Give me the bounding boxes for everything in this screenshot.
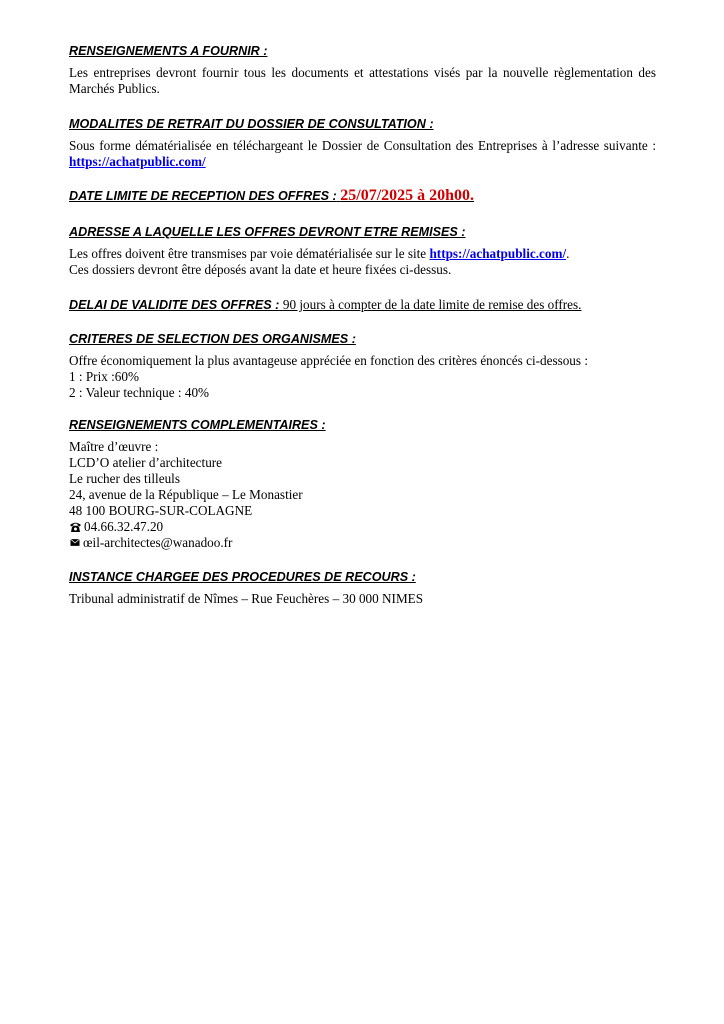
heading-date-limite — [69, 188, 474, 204]
modalites-link[interactable]: https://achatpublic.com/ — [69, 154, 206, 169]
address-line-1: Le rucher des tilleuls — [69, 471, 180, 486]
email-line — [69, 535, 656, 551]
heading-modalites: MODALITES DE RETRAIT DU DOSSIER DE CONSULTATION : — [69, 117, 434, 131]
date-limite-value: 25/07/2025 à 20h00. — [340, 187, 475, 204]
delai-text: 90 jours à compter de la date limite de remise des offres. — [282, 297, 582, 312]
envelope-icon — [69, 538, 81, 547]
address-line-3: 48 100 BOURG-SUR-COLAGNE — [69, 503, 253, 518]
criteres-line-3: 2 : Valeur technique : 40% — [69, 385, 210, 400]
criteres-line-2: 1 : Prix :60% — [69, 369, 139, 384]
date-limite-label: DATE LIMITE DE RECEPTION DES OFFRES : — [69, 189, 337, 203]
architect-name: LCD’O atelier d’architecture — [69, 455, 223, 470]
telephone-icon — [69, 521, 82, 533]
heading-recours: INSTANCE CHARGEE DES PROCEDURES DE RECOURS : — [69, 570, 416, 584]
phone-line — [69, 519, 656, 535]
recours-text: Tribunal administratif de Nîmes – Rue Feuchères – 30 000 NIMES — [69, 591, 424, 606]
adresse-text: Les offres doivent être transmises par voie dématérialisée sur le site — [69, 246, 427, 261]
modalites-paragraph — [69, 138, 656, 170]
maitre-oeuvre-label: Maître d’œuvre : — [69, 439, 159, 454]
adresse-line-1 — [69, 246, 656, 262]
phone-number: 04.66.32.47.20 — [84, 519, 164, 534]
adresse-line-2: Ces dossiers devront être déposés avant la date et heure fixées ci-dessus. — [69, 262, 452, 277]
adresse-link[interactable]: https://achatpublic.com/ — [429, 246, 567, 261]
address-line-2: 24, avenue de la République – Le Monastier — [69, 487, 303, 502]
criteres-line-1: Offre économiquement la plus avantageuse appréciée en fonction des critères énoncés ci-dessous : — [69, 353, 588, 368]
heading-renseignements: RENSEIGNEMENTS A FOURNIR : — [69, 44, 268, 58]
heading-complementaires: RENSEIGNEMENTS COMPLEMENTAIRES : — [69, 418, 326, 432]
heading-criteres: CRITERES DE SELECTION DES ORGANISMES : — [69, 332, 356, 346]
adresse-period: . — [566, 246, 570, 261]
modalites-text: Sous forme dématérialisée en téléchargeant le Dossier de Consultation des Entreprises à l’adresse suivante : — [69, 138, 656, 153]
heading-adresse: ADRESSE A LAQUELLE LES OFFRES DEVRONT ETRE REMISES : — [69, 225, 466, 239]
delai-label: DELAI DE VALIDITE DES OFFRES : — [69, 298, 280, 312]
email-address[interactable]: œil-architectes@wanadoo.fr — [83, 535, 233, 550]
renseignements-text: Les entreprises devront fournir tous les documents et attestations visés par la nouvelle règlementation des Marchés Publics. — [69, 65, 656, 96]
heading-delai — [69, 297, 581, 313]
